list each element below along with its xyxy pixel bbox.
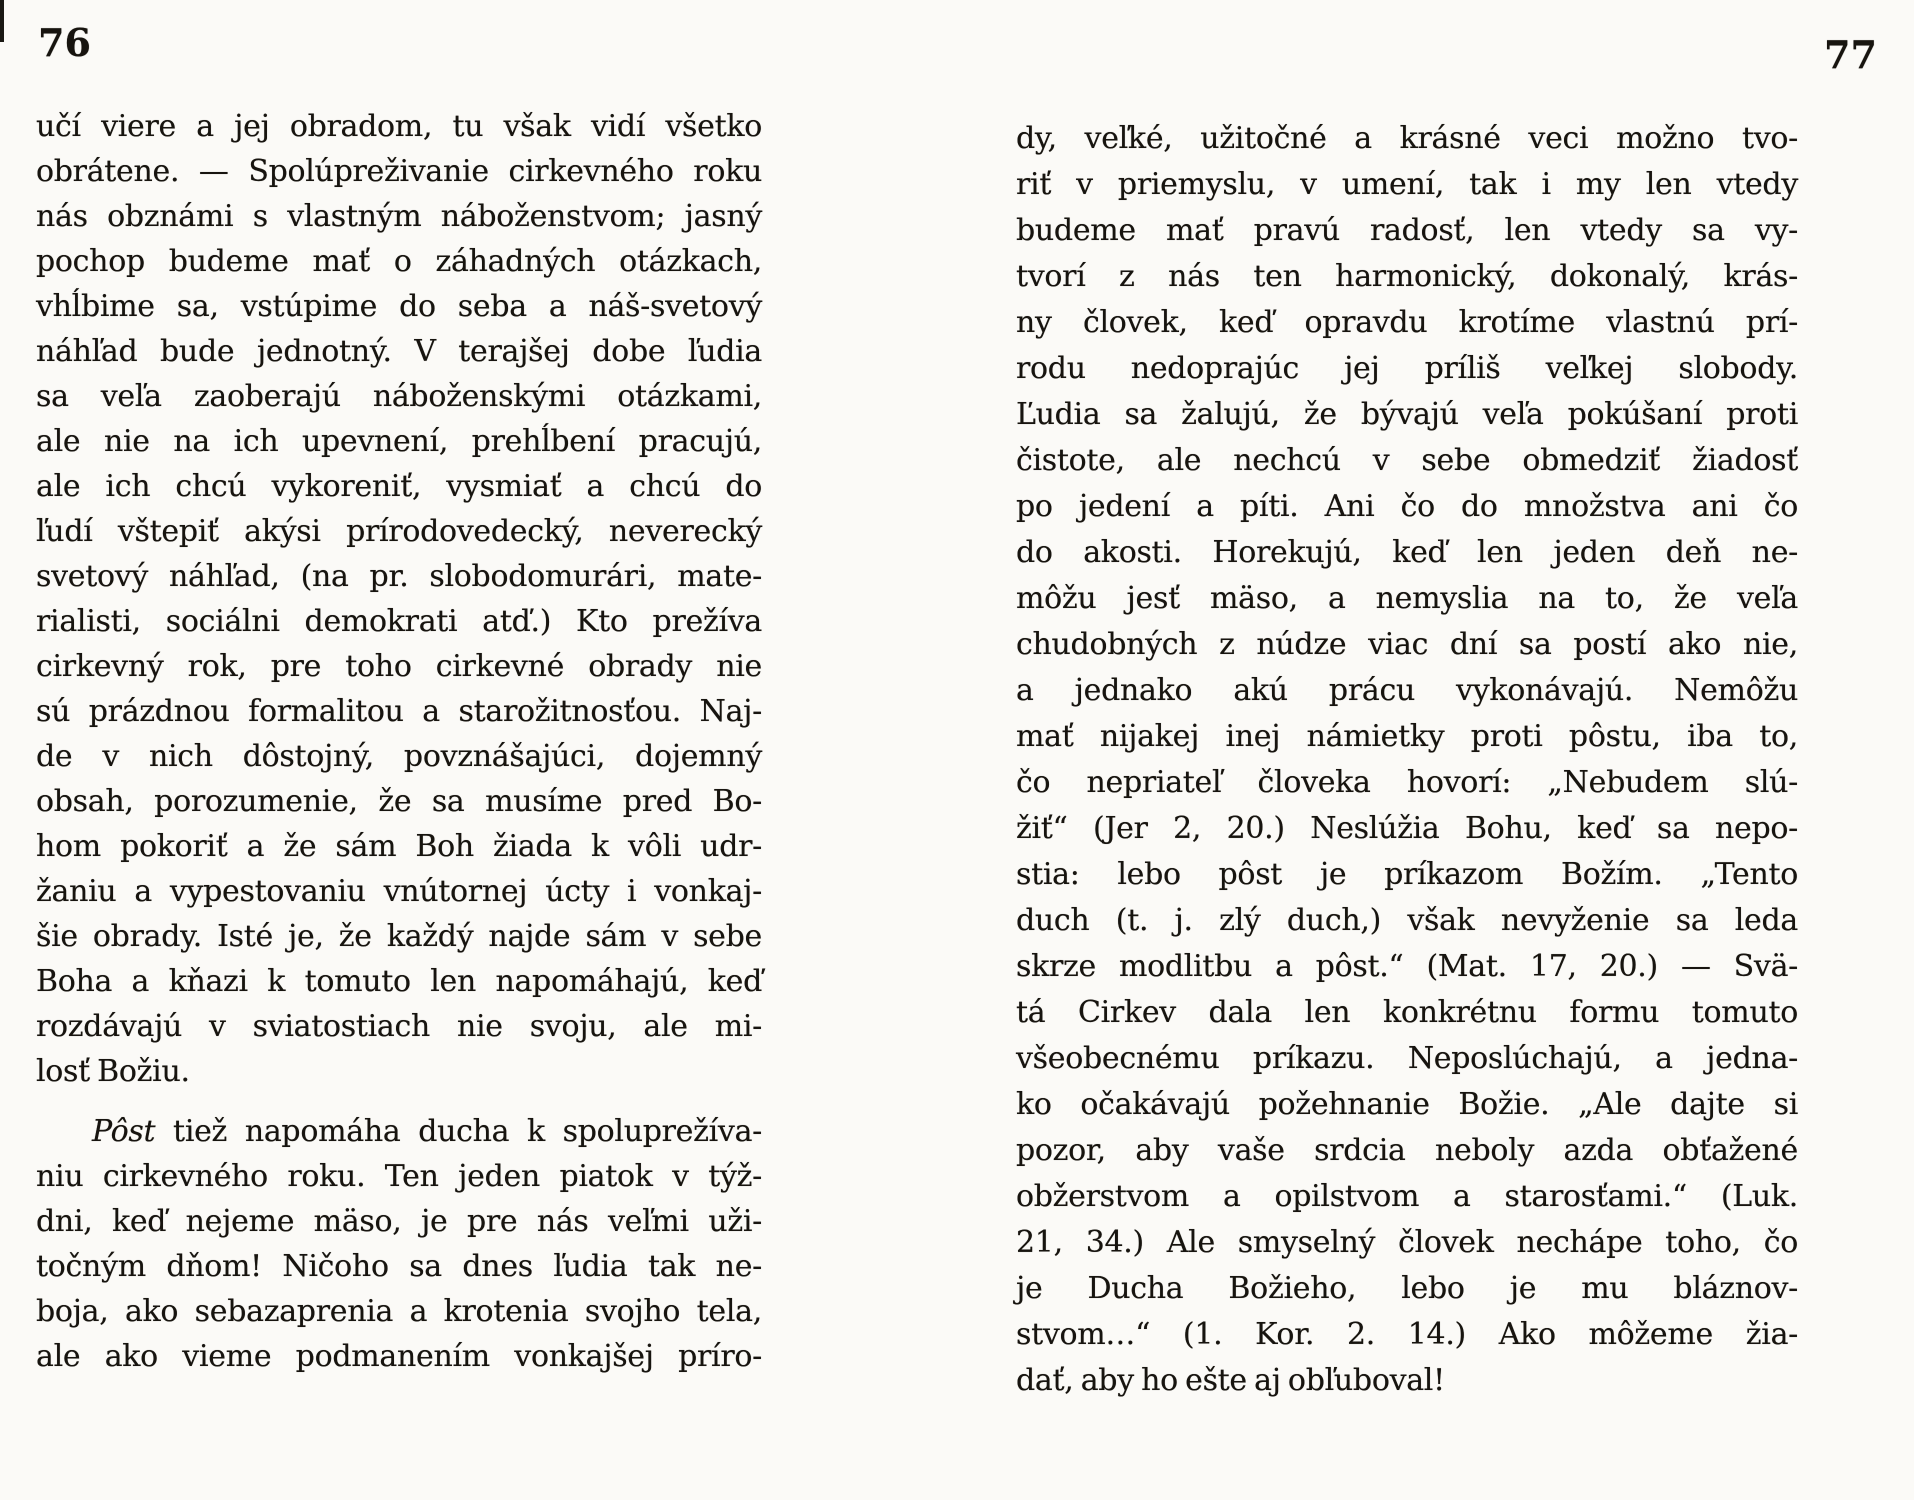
text-line: dy, veľké, užitočné a krásné veci možno tvo-	[1016, 121, 1798, 156]
text-line: 21, 34.) Ale smyselný človek nechápe toho, čo	[1016, 1225, 1798, 1260]
lead-word-italic: Pôst	[92, 1114, 156, 1149]
text-line: všeobecnému príkazu. Neposlúchajú, a jedna-	[1016, 1041, 1798, 1076]
text-line: ľudí vštepiť akýsi prírodovedecký, neverecký	[36, 514, 762, 549]
text-line: do akosti. Horekujú, keď len jeden deň ne-	[1016, 535, 1798, 570]
text-line: cirkevný rok, pre toho cirkevné obrady nie	[36, 649, 762, 684]
text-line: duch (t. j. zlý duch,) však nevyženie sa leda	[1016, 903, 1798, 938]
text-line: šie obrady. Isté je, že každý najde sám v sebe	[36, 919, 762, 954]
text-line: a jednako akú prácu vykonávajú. Nemôžu	[1016, 673, 1798, 708]
text-line: de v nich dôstojný, povznášajúci, dojemný	[36, 739, 762, 774]
text-line: točným dňom! Ničoho sa dnes ľudia tak ne-	[36, 1249, 762, 1284]
text-line: obžerstvom a opilstvom a starosťami.“ (Luk.	[1016, 1179, 1798, 1214]
left-page-text-column	[36, 104, 762, 1379]
text-line: pozor, aby vaše srdcia neboly azda obťažené	[1016, 1133, 1798, 1168]
text-line: rialisti, sociálni demokrati atď.) Kto prežíva	[36, 604, 762, 639]
text-line: ale nie na ich upevnení, prehĺbení pracujú,	[36, 424, 762, 459]
text-line: rozdávajú v sviatostiach nie svoju, ale mi-	[36, 1009, 762, 1044]
text-line: budeme mať pravú radosť, len vtedy sa vy-	[1016, 213, 1798, 248]
text-line: boja, ako sebazaprenia a krotenia svojho tela,	[36, 1294, 762, 1329]
text-line: mať nijakej inej námietky proti pôstu, iba to,	[1016, 719, 1798, 754]
text-line: obrátene. — Spolúpreživanie cirkevného roku	[36, 154, 762, 189]
text-line: dať, aby ho ešte aj obľuboval!	[1016, 1363, 1445, 1398]
text-line: stvom…“ (1. Kor. 2. 14.) Ako môžeme žia-	[1016, 1317, 1798, 1352]
text-line: chudobných z núdze viac dní sa postí ako nie,	[1016, 627, 1798, 662]
text-line: svetový náhľad, (na pr. slobodomurári, mate-	[36, 559, 762, 594]
text-line: Boha a kňazi k tomuto len napomáhajú, keď	[36, 964, 762, 999]
text-line: ko očakávajú požehnanie Božie. „Ale dajte si	[1016, 1087, 1798, 1122]
text-line: sa veľa zaoberajú náboženskými otázkami,	[36, 379, 762, 414]
text-line: dni, keď nejeme mäso, je pre nás veľmi uži-	[36, 1204, 762, 1239]
text-line: je Ducha Božieho, lebo je mu bláznov-	[1016, 1271, 1798, 1306]
text-line: ale ako vieme podmanením vonkajšej príro-	[36, 1339, 762, 1374]
text-line: čo nepriateľ človeka hovorí: „Nebudem slú-	[1016, 765, 1798, 800]
text-line: žaniu a vypestovaniu vnútornej úcty i vonkaj-	[36, 874, 762, 909]
page-number-right: 77	[1824, 32, 1877, 77]
text-line: čistote, ale nechcú v sebe obmedziť žiadosť	[1016, 443, 1798, 478]
text-line: losť Božiu.	[36, 1054, 190, 1089]
text-line: vhĺbime sa, vstúpime do seba a náš-svetový	[36, 289, 762, 324]
text-line: rodu nedoprajúc jej príliš veľkej slobody.	[1016, 351, 1798, 386]
left-paragraph-post	[36, 1109, 762, 1379]
text-line: pochop budeme mať o záhadných otázkach,	[36, 244, 762, 279]
left-paragraph-post-lines	[36, 1154, 762, 1379]
text-line: Ľudia sa žalujú, že bývajú veľa pokúšaní proti	[1016, 397, 1798, 432]
text-line: po jedení a píti. Ani čo do množstva ani čo	[1016, 489, 1798, 524]
text-line: náhľad bude jednotný. V terajšej dobe ľudia	[36, 334, 762, 369]
scan-edge-artifact	[0, 0, 4, 42]
page-number-left: 76	[38, 20, 91, 65]
text-line: niu cirkevného roku. Ten jeden piatok v týž-	[36, 1159, 762, 1194]
text-line: stia: lebo pôst je príkazom Božím. „Tento	[1016, 857, 1798, 892]
text-line: obsah, porozumenie, že sa musíme pred Bo-	[36, 784, 762, 819]
text-line: žiť“ (Jer 2, 20.) Neslúžia Bohu, keď sa nepo-	[1016, 811, 1798, 846]
left-paragraph-continuation	[36, 104, 762, 1094]
text-line: nás obznámi s vlastným náboženstvom; jasný	[36, 199, 762, 234]
text-line: hom pokoriť a že sám Boh žiada k vôli udr-	[36, 829, 762, 864]
text-line: môžu jesť mäso, a nemyslia na to, že veľa	[1016, 581, 1798, 616]
text-line	[36, 1109, 762, 1154]
text-line: riť v priemyslu, v umení, tak i my len vtedy	[1016, 167, 1798, 202]
text-line: skrze modlitbu a pôst.“ (Mat. 17, 20.) — Svä-	[1016, 949, 1798, 984]
text-line: tá Cirkev dala len konkrétnu formu tomuto	[1016, 995, 1798, 1030]
text-line: tvorí z nás ten harmonický, dokonalý, krás-	[1016, 259, 1798, 294]
text-line: ale ich chcú vykoreniť, vysmiať a chcú do	[36, 469, 762, 504]
text-line: sú prázdnou formalitou a starožitnosťou. Naj-	[36, 694, 762, 729]
text-line: ny človek, keď opravdu krotíme vlastnú prí-	[1016, 305, 1798, 340]
right-page-text-column	[1016, 116, 1798, 1404]
line-rest: tiež napomáha ducha k spoluprežíva-	[155, 1114, 762, 1149]
text-line: učí viere a jej obradom, tu však vidí všetko	[36, 109, 762, 144]
right-paragraph-continuation	[1016, 116, 1798, 1404]
